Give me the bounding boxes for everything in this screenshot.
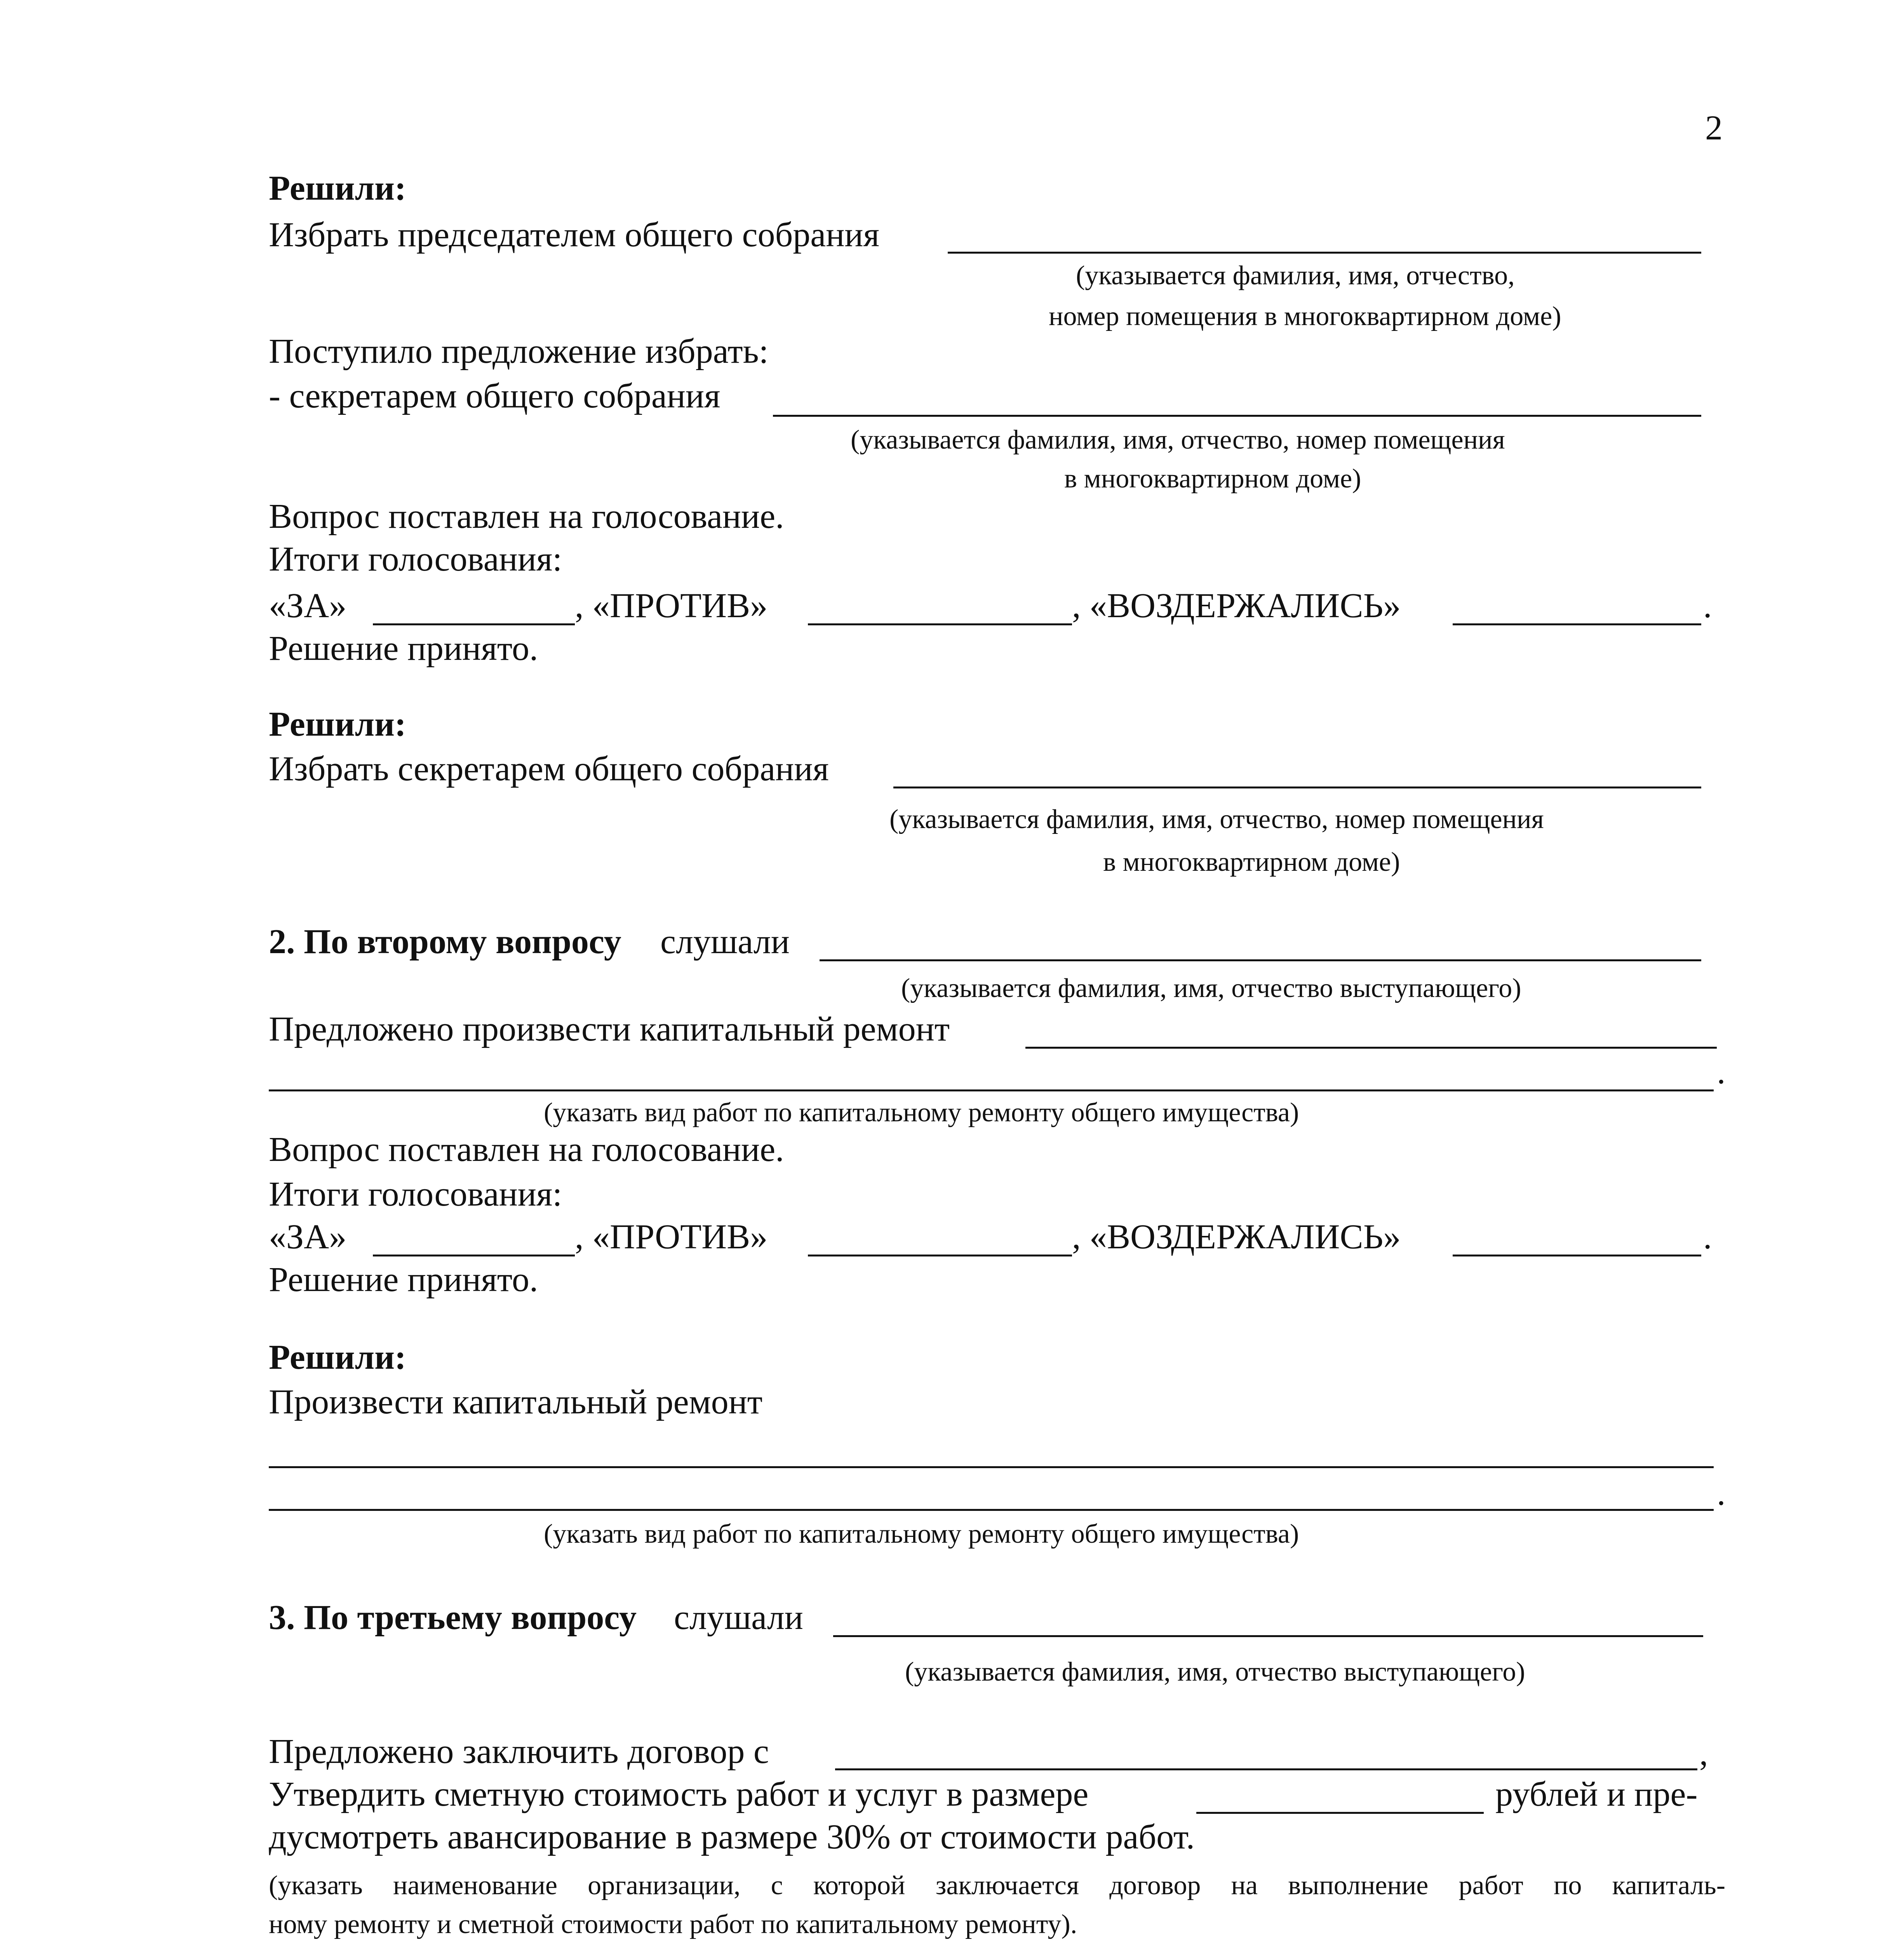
organization-hint: (указать наименование организации, с которой заключается договор на выполнение работ по капиталь- — [269, 1871, 1725, 1900]
vote-against-line[interactable] — [808, 623, 1072, 625]
elect-secretary-label: Избрать секретарем общего собрания — [269, 750, 829, 788]
repair-decision-line[interactable] — [269, 1466, 1714, 1468]
elect-secretary-hint: (указывается фамилия, имя, отчество, номер помещения — [889, 804, 1544, 834]
secretary-hint: в многоквартирном доме) — [1064, 464, 1361, 494]
vote-for-line[interactable] — [373, 623, 575, 625]
approve-cost-label: Утвердить сметную стоимость работ и услуг в размере — [269, 1775, 1089, 1813]
speaker-line[interactable] — [833, 1635, 1703, 1637]
proposal-label: Поступило предложение избрать: — [269, 332, 769, 371]
speaker-line[interactable] — [820, 959, 1701, 961]
secretary-name-line[interactable] — [773, 415, 1701, 417]
chairman-hint: (указывается фамилия, имя, отчество, — [1076, 261, 1515, 291]
contractor-line[interactable] — [835, 1768, 1697, 1770]
put-to-vote: Вопрос поставлен на голосование. — [269, 497, 784, 536]
cost-amount-line[interactable] — [1196, 1812, 1484, 1814]
perform-repair-label: Произвести капитальный ремонт — [269, 1383, 763, 1421]
vote-against-label: , «ПРОТИВ» — [575, 586, 768, 625]
elect-secretary-hint: в многоквартирном доме) — [1103, 847, 1400, 877]
repair-line-2[interactable] — [269, 1089, 1714, 1091]
decided-heading: Решили: — [269, 169, 406, 207]
decision-accepted: Решение принято. — [269, 629, 538, 668]
line-end: . — [1717, 1474, 1726, 1512]
decided-heading: Решили: — [269, 1338, 406, 1376]
vote-for-label: «ЗА» — [269, 1218, 347, 1256]
vote-abstain-line[interactable] — [1453, 1255, 1701, 1256]
chairman-name-line[interactable] — [948, 252, 1701, 254]
line-end: . — [1717, 1053, 1726, 1091]
work-type-hint: (указать вид работ по капитальному ремонту общего имущества) — [544, 1098, 1299, 1128]
put-to-vote: Вопрос поставлен на голосование. — [269, 1130, 784, 1169]
decided-heading: Решили: — [269, 705, 406, 743]
contract-label: Предложено заключить договор с — [269, 1732, 769, 1771]
organization-hint: ному ремонту и сметной стоимости работ по капитальному ремонту). — [269, 1909, 1077, 1939]
vote-against-label: , «ПРОТИВ» — [575, 1218, 768, 1256]
secretary-hint: (указывается фамилия, имя, отчество, номер помещения — [851, 425, 1505, 455]
line-end: . — [1703, 586, 1712, 625]
page-number: 2 — [1705, 109, 1723, 147]
question-2-heard: слушали — [660, 922, 790, 961]
elect-secretary-line[interactable] — [893, 787, 1701, 788]
proposed-repair-label: Предложено произвести капитальный ремонт — [269, 1010, 950, 1048]
decision-accepted: Решение принято. — [269, 1260, 538, 1299]
speaker-hint: (указывается фамилия, имя, отчество выступающего) — [901, 973, 1521, 1003]
chairman-hint: номер помещения в многоквартирном доме) — [1049, 301, 1561, 331]
comma: , — [1699, 1734, 1708, 1773]
rubles-label: рублей и пре- — [1495, 1775, 1698, 1813]
vote-for-line[interactable] — [373, 1255, 575, 1256]
question-3-heading: 3. По третьему вопросу — [269, 1598, 637, 1637]
vote-abstain-line[interactable] — [1453, 623, 1701, 625]
work-type-hint: (указать вид работ по капитальному ремонту общего имущества) — [544, 1519, 1299, 1549]
repair-decision-line-2[interactable] — [269, 1509, 1714, 1511]
repair-line[interactable] — [1025, 1047, 1717, 1049]
vote-against-line[interactable] — [808, 1255, 1072, 1256]
voting-results-label: Итоги голосования: — [269, 1175, 562, 1213]
question-2-heading: 2. По второму вопросу — [269, 922, 621, 961]
vote-abstain-label: , «ВОЗДЕРЖАЛИСЬ» — [1072, 1218, 1401, 1256]
question-3-heard: слушали — [674, 1598, 803, 1637]
vote-for-label: «ЗА» — [269, 586, 347, 625]
advance-label: дусмотреть авансирование в размере 30% от стоимости работ. — [269, 1818, 1195, 1856]
voting-results-label: Итоги голосования: — [269, 540, 562, 578]
vote-abstain-label: , «ВОЗДЕРЖАЛИСЬ» — [1072, 586, 1401, 625]
speaker-hint: (указывается фамилия, имя, отчество выступающего) — [905, 1657, 1525, 1687]
elect-chairman-label: Избрать председателем общего собрания — [269, 216, 879, 254]
line-end: . — [1703, 1218, 1712, 1256]
secretary-label: - секретарем общего собрания — [269, 377, 721, 415]
